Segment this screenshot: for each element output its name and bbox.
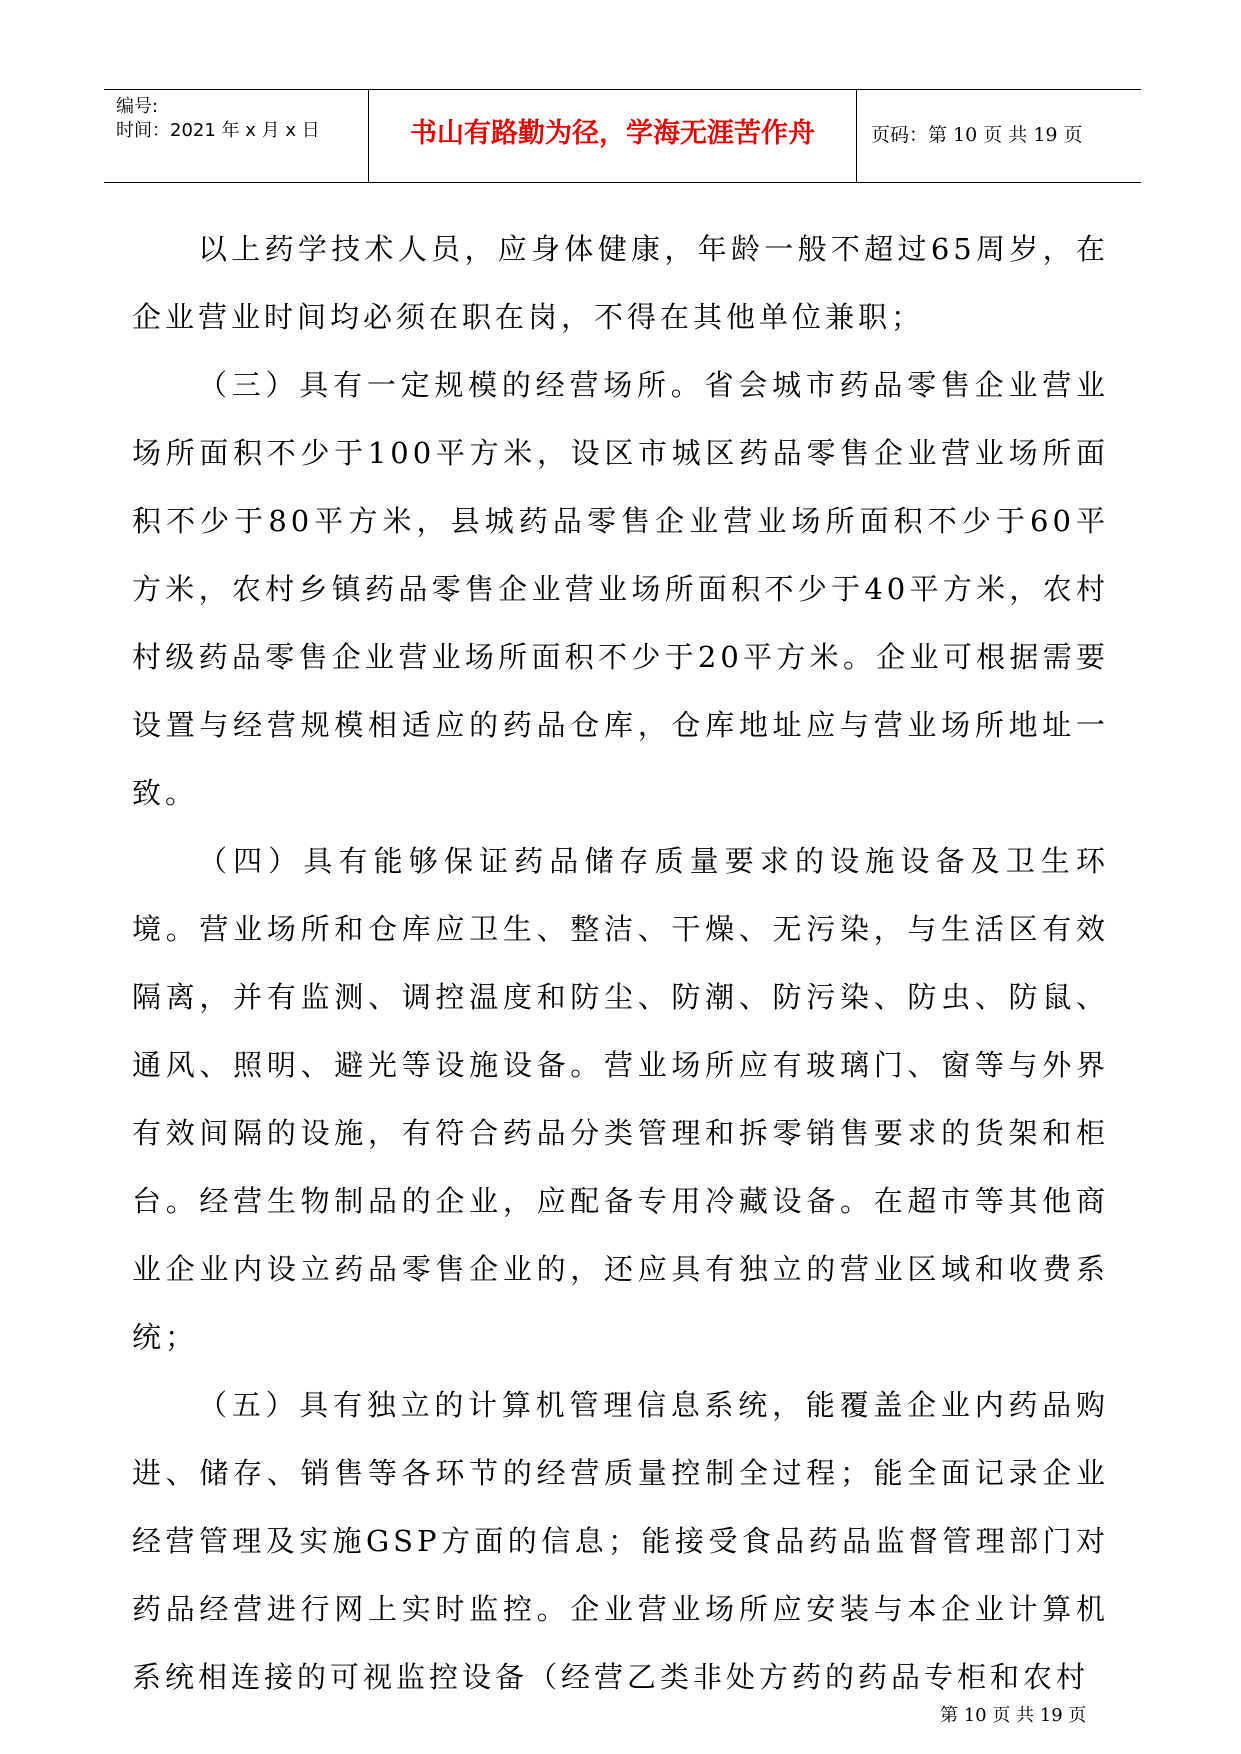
document-header bbox=[104, 89, 1141, 183]
header-motto-cell bbox=[369, 90, 857, 182]
body-paragraph: （三）具有一定规模的经营场所。省会城市药品零售企业营业场所面积不少于100平方米，设区市城区药品零售企业营业场所面积不少于80平方米，县城药品零售企业营业场所面积不少于60平方米，农村乡镇药品零售企业营业场所面积不少于40平方米，农村村级药品零售企业营业场所面积不少于20平方米。企业可根据需要设置与经营规模相适应的药品仓库，仓库地址应与营业场所地址一致。 bbox=[132, 368, 1109, 810]
body-paragraph: 以上药学技术人员，应身体健康，年龄一般不超过65周岁，在企业营业时间均必须在职在岗，不得在其他单位兼职； bbox=[132, 232, 1109, 334]
document-body bbox=[132, 215, 1109, 1711]
body-paragraph: （四）具有能够保证药品储存质量要求的设施设备及卫生环境。营业场所和仓库应卫生、整洁、干燥、无污染，与生活区有效隔离，并有监测、调控温度和防尘、防潮、防污染、防虫、防鼠、通风、照明、避光等设施设备。营业场所应有玻璃门、窗等与外界有效间隔的设施，有符合药品分类管理和拆零销售要求的货架和柜台。经营生物制品的企业，应配备专用冷藏设备。在超市等其他商业企业内设立药品零售企业的，还应具有独立的营业区域和收费系统； bbox=[132, 844, 1109, 1354]
header-meta-cell bbox=[104, 90, 369, 182]
body-paragraph: （五）具有独立的计算机管理信息系统，能覆盖企业内药品购进、储存、销售等各环节的经营质量控制全过程；能全面记录企业经营管理及实施GSP方面的信息；能接受食品药品监督管理部门对药品经营进行网上实时监控。企业营业场所应安装与本企业计算机系统相连接的可视监控设备（经营乙类非处方药的药品专柜和农村 bbox=[132, 1388, 1109, 1694]
header-page-number: 页码：第 10 页 共 19 页 bbox=[871, 124, 1083, 146]
header-motto: 书山有路勤为径，学海无涯苦作舟 bbox=[410, 118, 815, 149]
document-number-label: 编号: bbox=[116, 96, 159, 117]
page-footer: 第 10 页 共 19 页 bbox=[940, 1705, 1087, 1726]
header-page-cell bbox=[857, 90, 1141, 182]
document-date: 时间：2021 年 x 月 x 日 bbox=[116, 120, 320, 141]
